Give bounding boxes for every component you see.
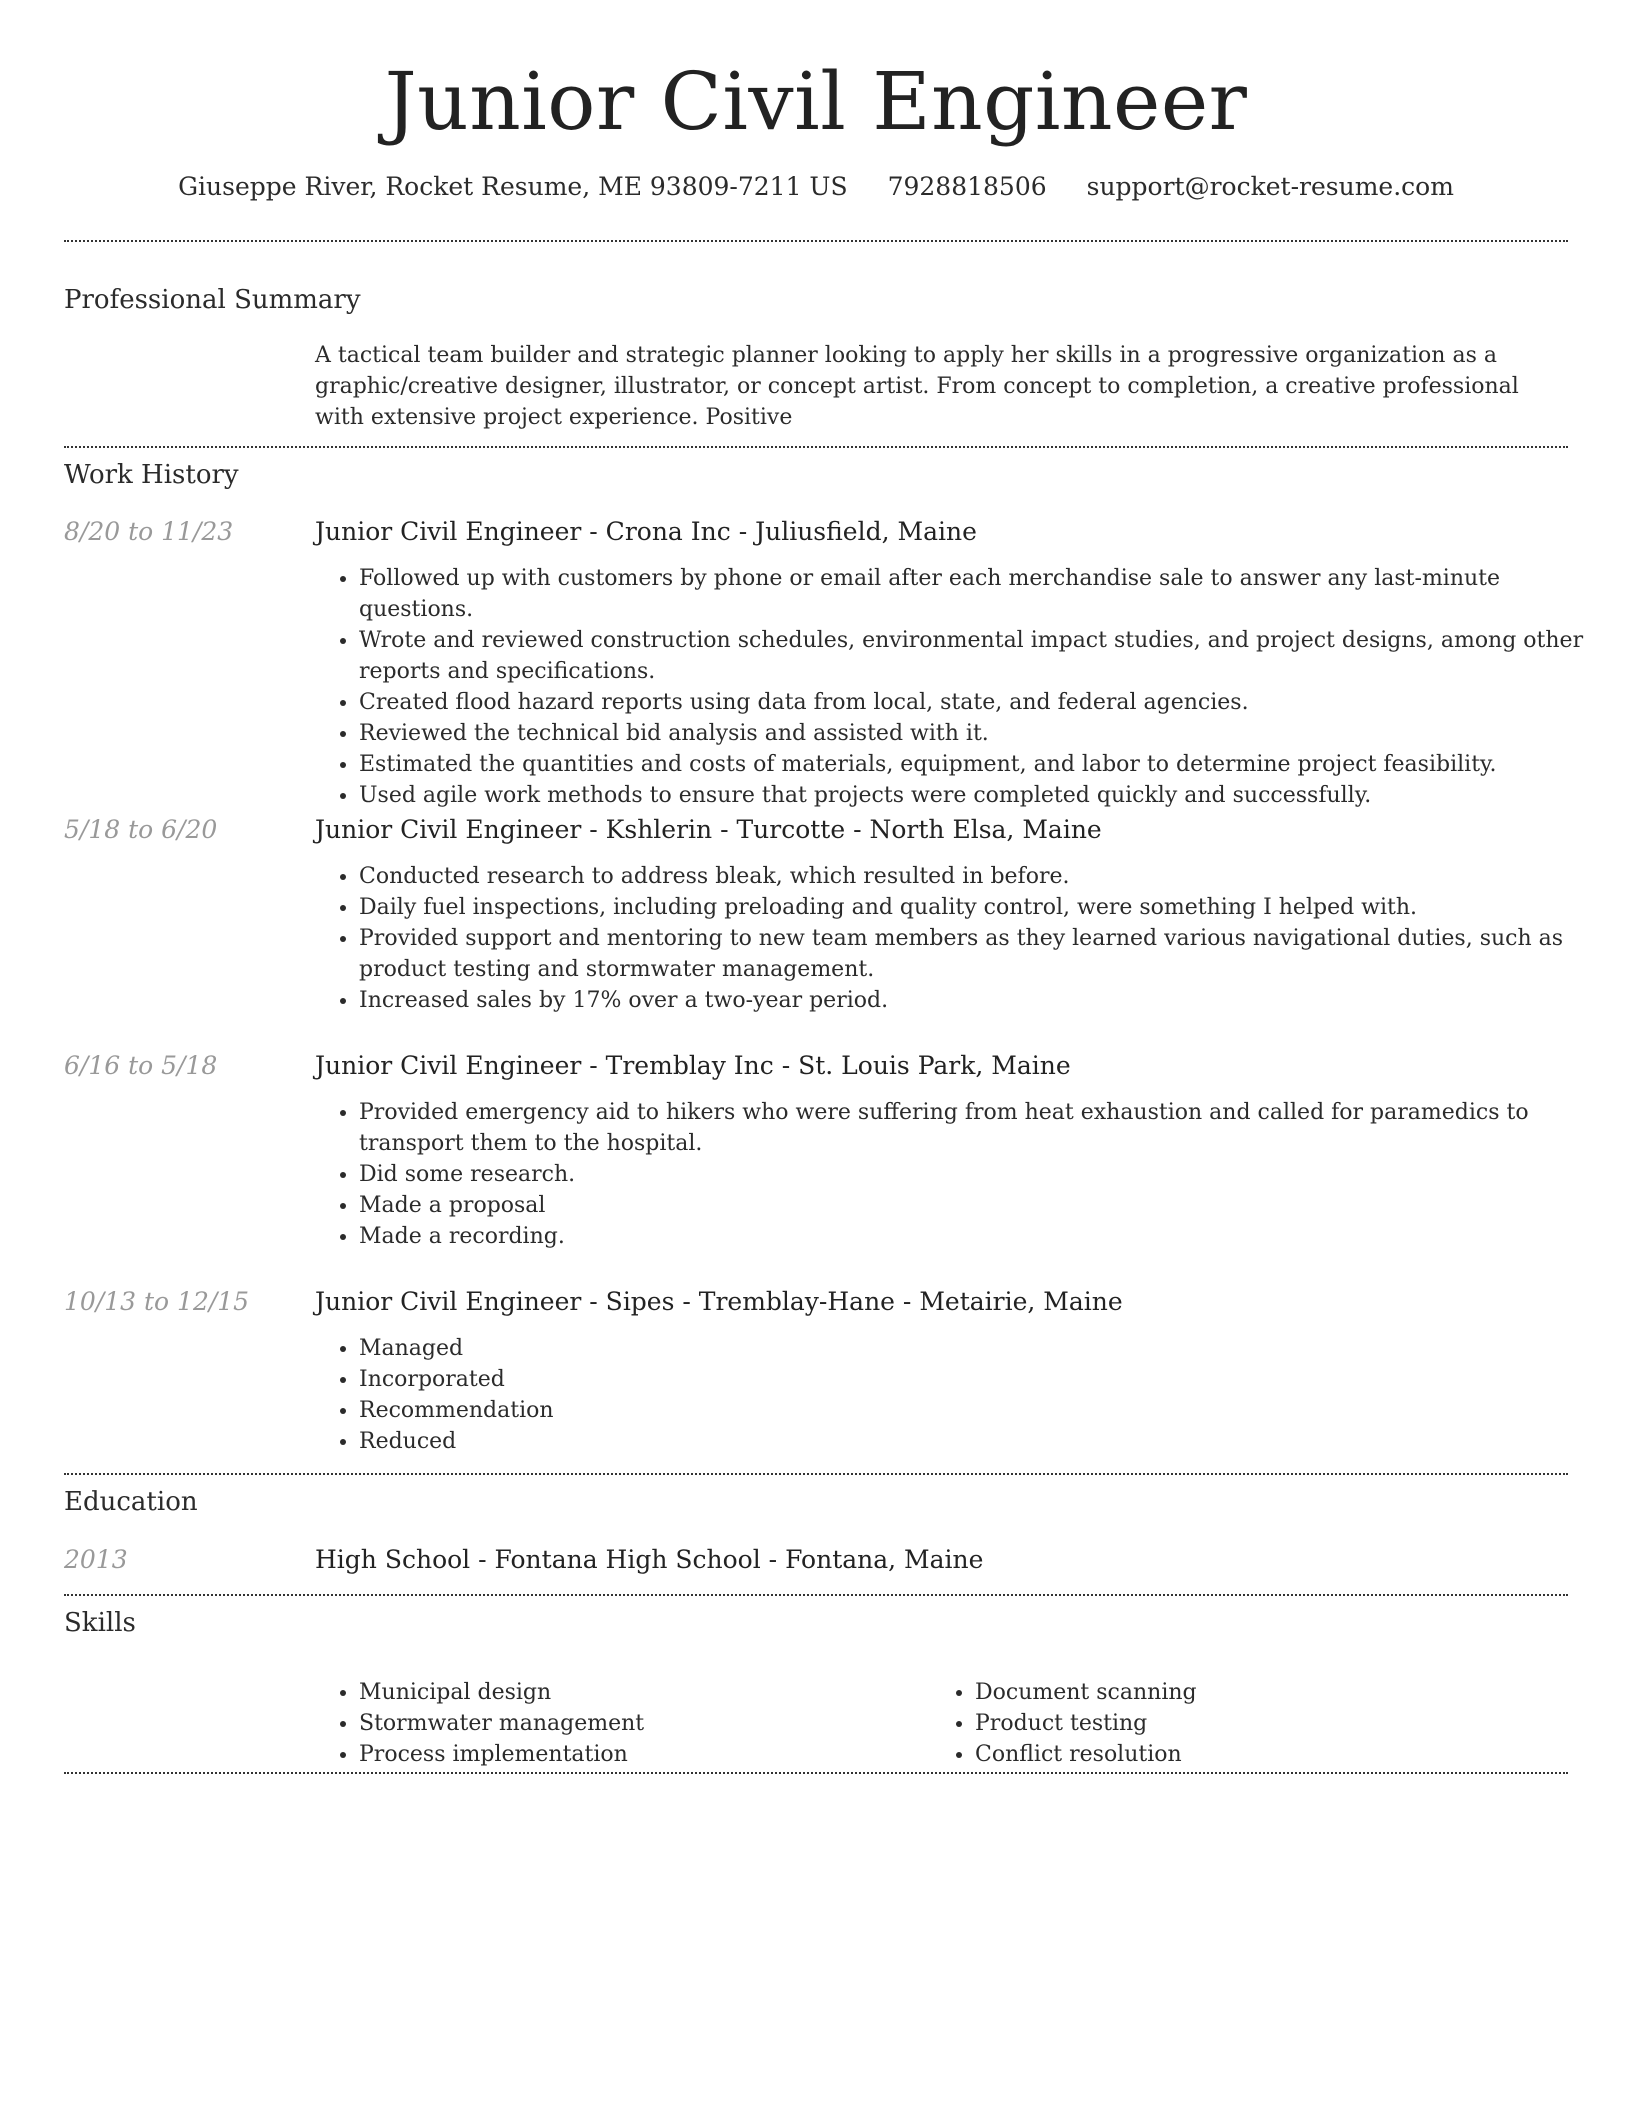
- job-bullet: • Estimated the quantities and costs of materials, equipment, and labor to determine project feasibility.: [359, 749, 1614, 780]
- job-date: 10/13 to 12/15: [64, 1287, 250, 1316]
- job-bullet: • Used agile work methods to ensure that projects were completed quickly and successfully.: [359, 780, 1614, 811]
- job-bullet: • Created flood hazard reports using data from local, state, and federal agencies.: [359, 687, 1614, 718]
- skill-item: • Document scanning: [975, 1677, 1535, 1708]
- job-bullet: • Managed: [359, 1333, 1614, 1364]
- job-title: Junior Civil Engineer - Tremblay Inc - St. Louis Park, Maine: [315, 1051, 1071, 1080]
- skill-item: • Process implementation: [359, 1739, 919, 1770]
- divider: [64, 1473, 1568, 1475]
- education-title: High School - Fontana High School - Fontana, Maine: [315, 1545, 984, 1574]
- skill-item: • Municipal design: [359, 1677, 919, 1708]
- job-title: Junior Civil Engineer - Crona Inc - Juliusfield, Maine: [315, 517, 977, 546]
- job-date: 8/20 to 11/23: [64, 517, 234, 546]
- job-bullet: • Recommendation: [359, 1395, 1614, 1426]
- contact-address: Giuseppe River, Rocket Resume, ME 93809-7211 US: [178, 172, 848, 201]
- job-bullet: • Made a recording.: [359, 1221, 1614, 1252]
- job-bullet: • Provided emergency aid to hikers who were suffering from heat exhaustion and called for paramedics to transport them to the hospital.: [359, 1097, 1614, 1159]
- job-bullets: [359, 563, 1614, 811]
- summary-heading: Professional Summary: [64, 285, 361, 315]
- contact-phone: 7928818506: [887, 172, 1047, 201]
- job-bullets: [359, 1097, 1614, 1252]
- contact-email: support@rocket-resume.com: [1086, 172, 1454, 201]
- job-title: Junior Civil Engineer - Sipes - Tremblay-Hane - Metairie, Maine: [315, 1287, 1123, 1316]
- summary-text: A tactical team builder and strategic planner looking to apply her skills in a progressive organization as a graphic/creative designer, illustrator, or concept artist. From concept to completion, a creative professional with extensive project experience. Positive: [315, 343, 1519, 430]
- divider: [64, 446, 1568, 448]
- education-date: 2013: [64, 1545, 128, 1574]
- job-bullets: [359, 1333, 1614, 1457]
- work-history-heading: Work History: [64, 460, 239, 490]
- skill-item: • Conflict resolution: [975, 1739, 1535, 1770]
- job-bullet: • Conducted research to address bleak, which resulted in before.: [359, 861, 1614, 892]
- job-bullet: • Increased sales by 17% over a two-year period.: [359, 985, 1614, 1016]
- job-date: 6/16 to 5/18: [64, 1051, 218, 1080]
- skill-item: • Stormwater management: [359, 1708, 919, 1739]
- job-bullet: • Did some research.: [359, 1159, 1614, 1190]
- job-bullet: • Provided support and mentoring to new team members as they learned various navigational duties, such as product testing and stormwater management.: [359, 923, 1614, 985]
- divider: [64, 1772, 1568, 1774]
- job-bullet: • Wrote and reviewed construction schedules, environmental impact studies, and project designs, among other reports and specifications.: [359, 625, 1614, 687]
- job-bullet: • Incorporated: [359, 1364, 1614, 1395]
- education-heading: Education: [64, 1487, 198, 1517]
- contact-line: [64, 170, 1568, 204]
- job-bullets: [359, 861, 1614, 1016]
- divider: [64, 240, 1568, 242]
- resume-title: Junior Civil Engineer: [384, 55, 1248, 148]
- job-title: Junior Civil Engineer - Kshlerin - Turcotte - North Elsa, Maine: [315, 815, 1102, 844]
- job-bullet: • Reduced: [359, 1426, 1614, 1457]
- skills-heading: Skills: [64, 1608, 136, 1638]
- skills-list-left: [359, 1677, 919, 1770]
- resume-page: [64, 0, 1584, 2112]
- skills-list-right: [975, 1677, 1535, 1770]
- job-date: 5/18 to 6/20: [64, 815, 218, 844]
- skill-item: • Product testing: [975, 1708, 1535, 1739]
- divider: [64, 1594, 1568, 1596]
- job-bullet: • Reviewed the technical bid analysis and assisted with it.: [359, 718, 1614, 749]
- job-bullet: • Followed up with customers by phone or email after each merchandise sale to answer any last-minute questions.: [359, 563, 1614, 625]
- job-bullet: • Made a proposal: [359, 1190, 1614, 1221]
- job-bullet: • Daily fuel inspections, including preloading and quality control, were something I helped with.: [359, 892, 1614, 923]
